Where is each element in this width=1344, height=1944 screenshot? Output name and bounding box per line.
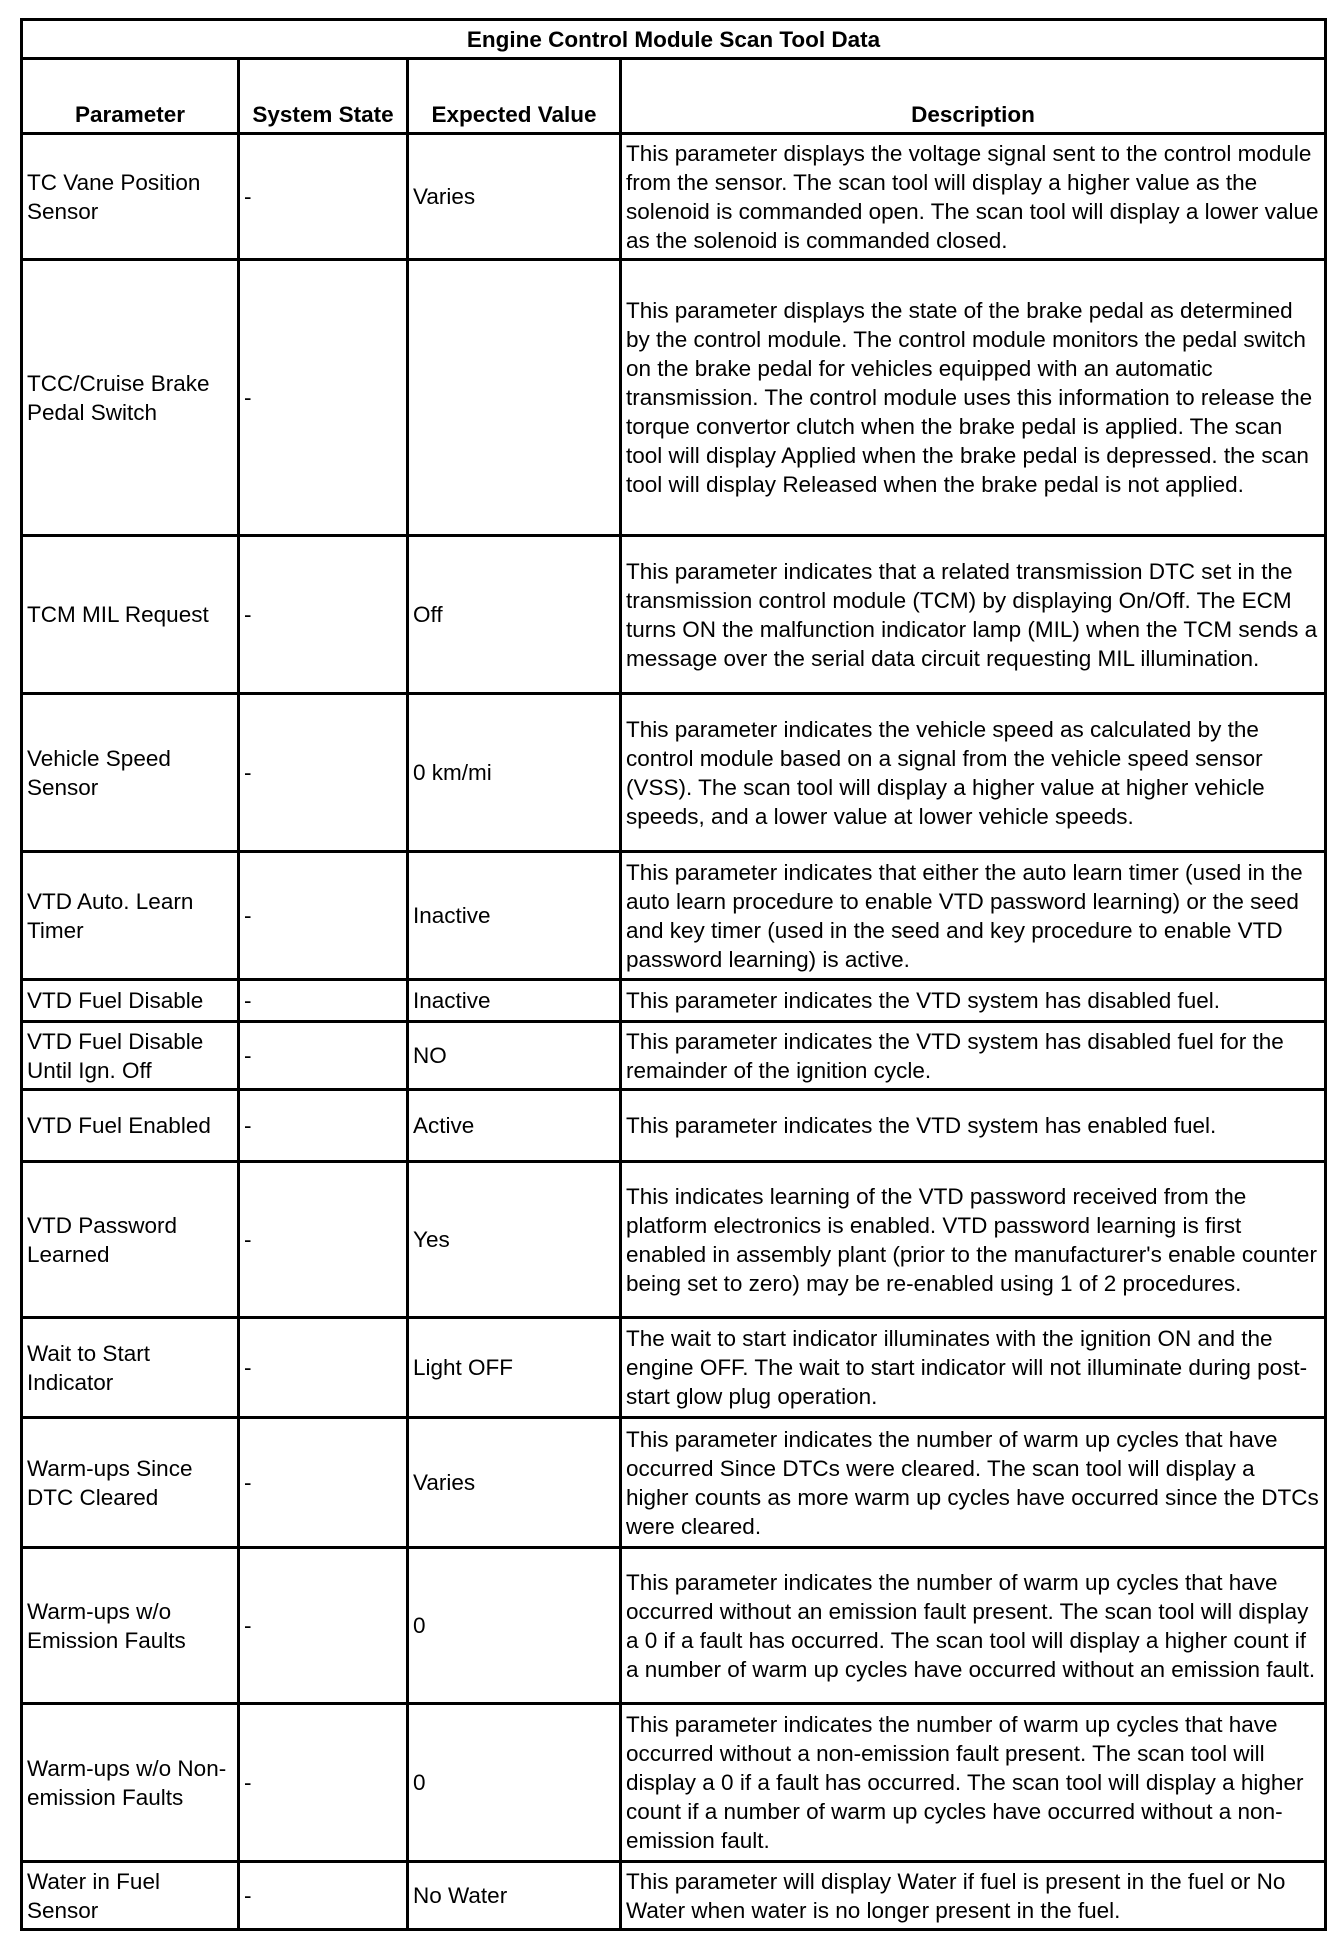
header-description: Description [621,59,1326,134]
cell-expected-value: Off [408,536,621,694]
table-row [22,1162,1326,1318]
cell-description: This parameter indicates the vehicle speed as calculated by the control module based on a signal from the vehicle speed sensor (VSS). The scan tool will display a higher value at higher vehicle speeds, and a lower value at lower vehicle speeds. [621,694,1326,852]
cell-expected-value: Inactive [408,980,621,1022]
cell-parameter: VTD Auto. Learn Timer [22,852,239,980]
cell-system-state: - [239,980,408,1022]
cell-parameter: VTD Fuel Enabled [22,1090,239,1162]
cell-parameter: TCC/Cruise Brake Pedal Switch [22,260,239,536]
cell-expected-value: 0 [408,1704,621,1862]
table-row [22,1022,1326,1090]
table-row [22,1090,1326,1162]
cell-system-state: - [239,260,408,536]
cell-expected-value: Yes [408,1162,621,1318]
cell-system-state: - [239,1162,408,1318]
cell-description: This parameter indicates the number of warm up cycles that have occurred without an emission fault present. The scan tool will display a 0 if a fault has occurred. The scan tool will display a higher count if a number of warm up cycles have occurred without an emission fault. [621,1548,1326,1704]
table-row [22,694,1326,852]
cell-description: This parameter indicates the number of warm up cycles that have occurred without a non-emission fault present. The scan tool will display a 0 if a fault has occurred. The scan tool will display a higher count if a number of warm up cycles have occurred without a non-emission fault. [621,1704,1326,1862]
cell-description: This parameter indicates the number of warm up cycles that have occurred Since DTCs were cleared. The scan tool will display a higher counts as more warm up cycles have occurred since the DTCs were cleared. [621,1418,1326,1548]
cell-parameter: Warm-ups w/o Emission Faults [22,1548,239,1704]
cell-expected-value: NO [408,1022,621,1090]
cell-expected-value: Varies [408,1418,621,1548]
cell-system-state: - [239,1548,408,1704]
cell-system-state: - [239,536,408,694]
cell-parameter: Wait to Start Indicator [22,1318,239,1418]
table-row [22,1418,1326,1548]
table-row [22,260,1326,536]
table-title: Engine Control Module Scan Tool Data [22,20,1326,59]
cell-description: This parameter displays the state of the brake pedal as determined by the control module. The control module monitors the pedal switch on the brake pedal for vehicles equipped with an automatic transmission. The control module uses this information to release the torque convertor clutch when the brake pedal is applied. The scan tool will display Applied when the brake pedal is depressed. the scan tool will display Released when the brake pedal is not applied. [621,260,1326,536]
cell-system-state: - [239,1090,408,1162]
cell-parameter: Warm-ups w/o Non-emission Faults [22,1704,239,1862]
cell-description: This parameter indicates the VTD system has enabled fuel. [621,1090,1326,1162]
cell-description: This parameter indicates the VTD system has disabled fuel for the remainder of the ignition cycle. [621,1022,1326,1090]
cell-system-state: - [239,1862,408,1930]
table-row [22,1548,1326,1704]
cell-system-state: - [239,134,408,260]
cell-system-state: - [239,852,408,980]
header-system-state: System State [239,59,408,134]
cell-description: This parameter indicates the VTD system has disabled fuel. [621,980,1326,1022]
cell-description: The wait to start indicator illuminates with the ignition ON and the engine OFF. The wait to start indicator will not illuminate during post-start glow plug operation. [621,1318,1326,1418]
table-row [22,1862,1326,1930]
cell-expected-value: Active [408,1090,621,1162]
cell-system-state: - [239,1022,408,1090]
cell-description: This parameter indicates that either the auto learn timer (used in the auto learn procedure to enable VTD password learning) or the seed and key timer (used in the seed and key procedure to enable VTD password learning) is active. [621,852,1326,980]
cell-parameter: Water in Fuel Sensor [22,1862,239,1930]
cell-description: This parameter indicates that a related transmission DTC set in the transmission control module (TCM) by displaying On/Off. The ECM turns ON the malfunction indicator lamp (MIL) when the TCM sends a message over the serial data circuit requesting MIL illumination. [621,536,1326,694]
table-row [22,134,1326,260]
cell-description: This indicates learning of the VTD password received from the platform electronics is enabled. VTD password learning is first enabled in assembly plant (prior to the manufacturer's enable counter being set to zero) may be re-enabled using 1 of 2 procedures. [621,1162,1326,1318]
cell-parameter: TC Vane Position Sensor [22,134,239,260]
cell-parameter: VTD Fuel Disable [22,980,239,1022]
cell-expected-value: Varies [408,134,621,260]
header-parameter: Parameter [22,59,239,134]
cell-expected-value: Light OFF [408,1318,621,1418]
cell-expected-value [408,260,621,536]
scan-tool-data-table [20,18,1327,1931]
cell-parameter: VTD Fuel Disable Until Ign. Off [22,1022,239,1090]
cell-parameter: Vehicle Speed Sensor [22,694,239,852]
cell-expected-value: 0 [408,1548,621,1704]
cell-system-state: - [239,1418,408,1548]
document-page [20,18,1324,1931]
table-row [22,536,1326,694]
cell-description: This parameter displays the voltage signal sent to the control module from the sensor. The scan tool will display a higher value as the solenoid is commanded open. The scan tool will display a lower value as the solenoid is commanded closed. [621,134,1326,260]
cell-system-state: - [239,1704,408,1862]
header-expected-value: Expected Value [408,59,621,134]
cell-system-state: - [239,694,408,852]
table-row [22,1704,1326,1862]
header-row [22,59,1326,134]
cell-parameter: Warm-ups Since DTC Cleared [22,1418,239,1548]
cell-parameter: VTD Password Learned [22,1162,239,1318]
table-row [22,852,1326,980]
table-row [22,980,1326,1022]
cell-expected-value: No Water [408,1862,621,1930]
cell-parameter: TCM MIL Request [22,536,239,694]
cell-system-state: - [239,1318,408,1418]
cell-expected-value: 0 km/mi [408,694,621,852]
table-row [22,1318,1326,1418]
cell-expected-value: Inactive [408,852,621,980]
cell-description: This parameter will display Water if fuel is present in the fuel or No Water when water is no longer present in the fuel. [621,1862,1326,1930]
